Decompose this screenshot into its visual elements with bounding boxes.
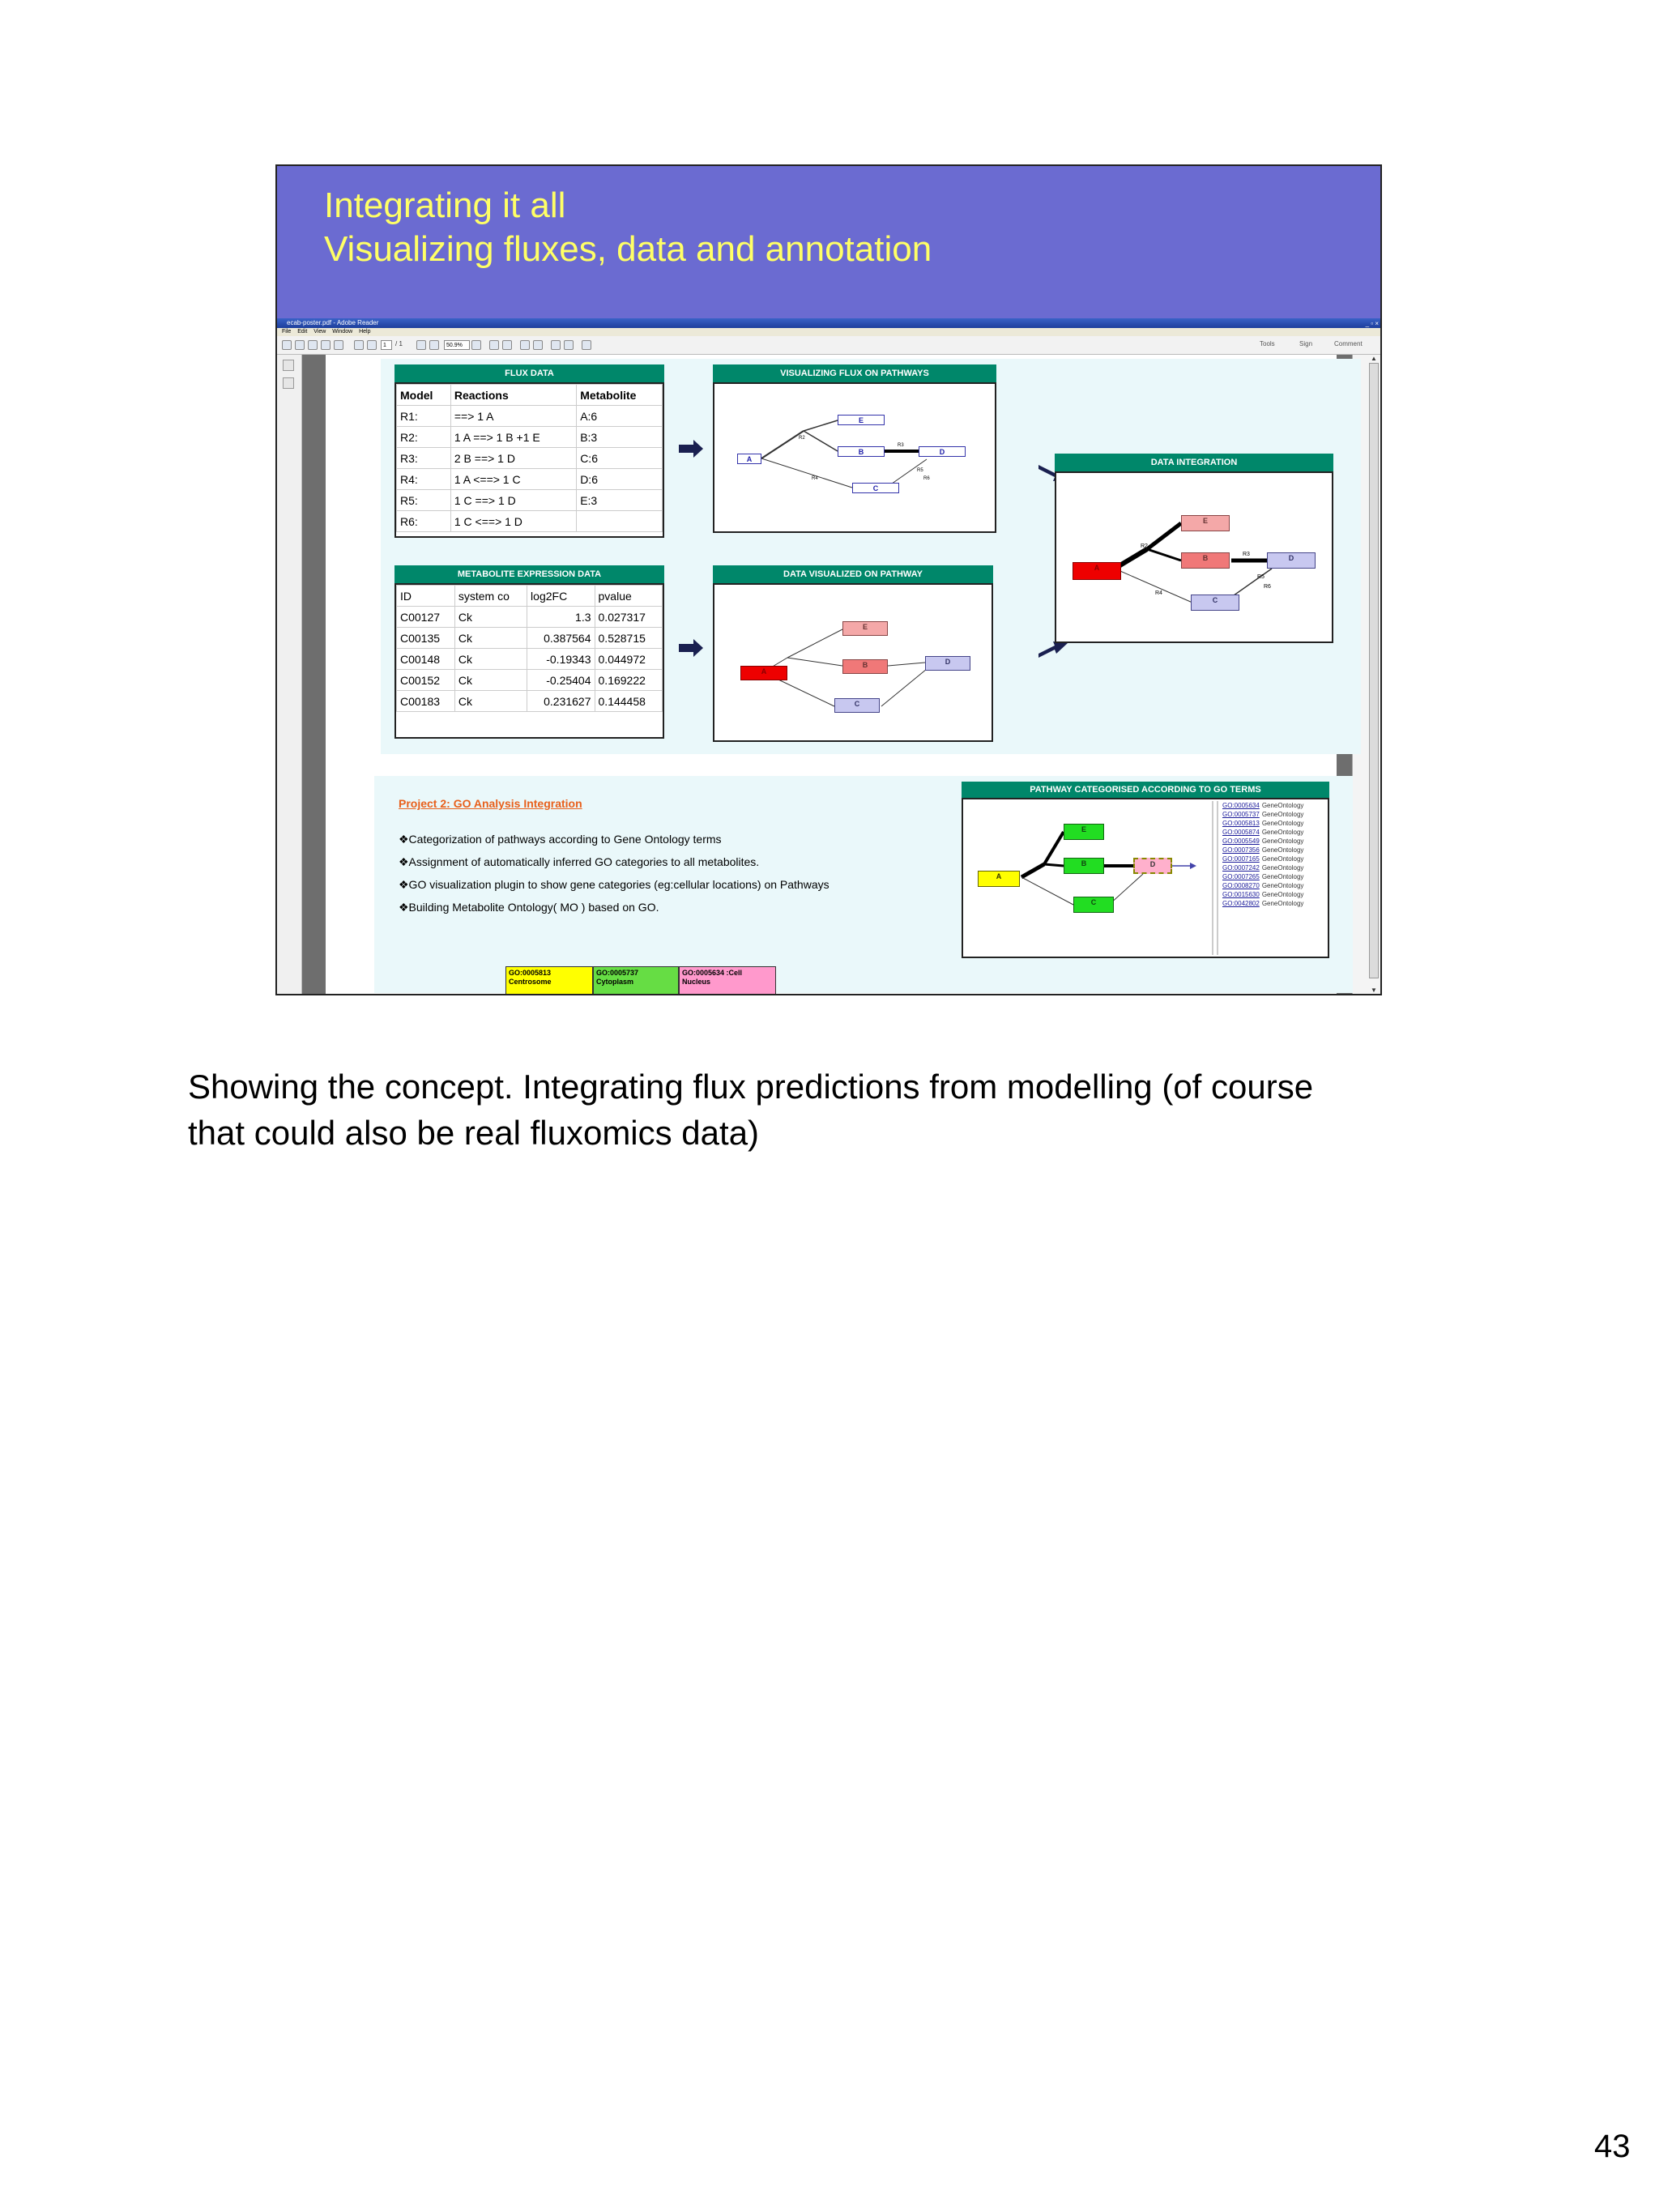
page-total: / 1 xyxy=(395,340,403,347)
node-b-go: B xyxy=(1064,858,1104,874)
node-e-integrated: E xyxy=(1181,515,1230,531)
node-b: B xyxy=(838,446,885,457)
go-link[interactable]: GO:0005813 xyxy=(1222,820,1260,827)
list-item[interactable] xyxy=(1222,837,1303,846)
table-row xyxy=(397,649,663,670)
cell: 1 A ==> 1 B +1 E xyxy=(450,427,576,448)
cell: -0.25404 xyxy=(527,670,595,691)
edge-label-r6: R6 xyxy=(923,476,930,481)
scroll-down-icon[interactable]: ▼ xyxy=(1371,987,1377,994)
bullet-3: ❖GO visualization plugin to show gene categories (eg:cellular locations) on Pathways xyxy=(399,878,830,891)
email-icon[interactable] xyxy=(334,340,343,350)
read-mode-icon[interactable] xyxy=(520,340,530,350)
list-item[interactable] xyxy=(1222,846,1303,855)
go-term-list xyxy=(1222,801,1303,908)
go-source: GeneOntology xyxy=(1261,882,1304,889)
zoom-dropdown-icon[interactable] xyxy=(471,340,481,350)
go-source: GeneOntology xyxy=(1261,820,1304,827)
pages-icon[interactable] xyxy=(283,360,294,371)
node-d: D xyxy=(919,446,966,457)
cell: 1 A <==> 1 C xyxy=(450,469,576,490)
node-c-expr: C xyxy=(834,698,880,713)
go-source: GeneOntology xyxy=(1261,873,1304,880)
navigation-pane xyxy=(277,355,302,995)
flux-col-metabolite: Metabolite xyxy=(577,385,663,406)
edge-label-r2: R2 xyxy=(1141,543,1148,549)
go-source: GeneOntology xyxy=(1261,855,1304,863)
flux-data-header: FLUX DATA xyxy=(394,364,664,382)
go-source: GeneOntology xyxy=(1261,837,1304,845)
go-legend-cytoplasm xyxy=(593,966,679,995)
list-item[interactable] xyxy=(1222,855,1303,863)
data-vis-panel xyxy=(713,583,993,742)
scroll-up-icon[interactable]: ▲ xyxy=(1371,355,1377,362)
cell: 0.387564 xyxy=(527,628,595,649)
flux-col-model: Model xyxy=(397,385,451,406)
cell: R3: xyxy=(397,448,451,469)
go-link[interactable]: GO:0005874 xyxy=(1222,829,1260,836)
cell: 0.144458 xyxy=(595,691,662,712)
list-item[interactable] xyxy=(1222,801,1303,810)
bullet-4: ❖Building Metabolite Ontology( MO ) based on GO. xyxy=(399,901,659,914)
cell: C00148 xyxy=(397,649,455,670)
vis-flux-header: VISUALIZING FLUX ON PATHWAYS xyxy=(713,364,996,382)
cell: ==> 1 A xyxy=(450,406,576,427)
go-legend-id: GO:0005634 :Cell xyxy=(682,969,743,977)
cell: R6: xyxy=(397,511,451,532)
node-d-go: D xyxy=(1133,858,1172,874)
edge-label-r3: R3 xyxy=(898,443,904,448)
list-item[interactable] xyxy=(1222,810,1303,819)
cell: C00127 xyxy=(397,607,455,628)
node-e: E xyxy=(838,415,885,425)
comment-icon[interactable] xyxy=(551,340,561,350)
cell: 0.528715 xyxy=(595,628,662,649)
cell: 1 C <==> 1 D xyxy=(450,511,576,532)
cell: -0.19343 xyxy=(527,649,595,670)
fit-page-icon[interactable] xyxy=(489,340,499,350)
list-item[interactable] xyxy=(1222,899,1303,908)
flux-col-reactions: Reactions xyxy=(450,385,576,406)
cell: Ck xyxy=(454,691,527,712)
expr-col-log2fc: log2FC xyxy=(527,586,595,607)
node-a: A xyxy=(737,454,761,464)
cell: 1 C ==> 1 D xyxy=(450,490,576,511)
open-icon[interactable] xyxy=(295,340,305,350)
cell: 0.231627 xyxy=(527,691,595,712)
go-legend-centrosome xyxy=(505,966,593,995)
bullet-1: ❖Categorization of pathways according to Gene Ontology terms xyxy=(399,833,722,846)
cell: Ck xyxy=(454,670,527,691)
cell: B:3 xyxy=(577,427,663,448)
node-b-integrated: B xyxy=(1181,552,1230,569)
cell: R4: xyxy=(397,469,451,490)
slide-title-line2: Visualizing fluxes, data and annotation xyxy=(324,229,932,269)
go-link[interactable]: GO:0007165 xyxy=(1222,855,1260,863)
edge-label-r5: R5 xyxy=(917,468,923,473)
go-source: GeneOntology xyxy=(1261,864,1304,872)
go-link[interactable]: GO:0005549 xyxy=(1222,837,1260,845)
menu-window[interactable]: Window xyxy=(332,329,353,335)
list-item[interactable] xyxy=(1222,863,1303,872)
reader-title: ecab-poster.pdf - Adobe Reader xyxy=(287,319,379,326)
menu-edit[interactable]: Edit xyxy=(297,329,308,335)
go-source: GeneOntology xyxy=(1261,802,1304,809)
reader-menubar xyxy=(277,328,1380,336)
expr-col-pvalue: pvalue xyxy=(595,586,662,607)
fit-width-icon[interactable] xyxy=(502,340,512,350)
node-c: C xyxy=(852,483,899,493)
highlight-icon[interactable] xyxy=(564,340,574,350)
expression-table xyxy=(396,585,663,712)
cell: C00183 xyxy=(397,691,455,712)
go-legend-nucleus xyxy=(679,966,776,995)
slide xyxy=(275,164,1382,995)
slide-caption xyxy=(188,1063,1484,1156)
expr-col-system: system co xyxy=(454,586,527,607)
node-d-expr: D xyxy=(925,656,970,671)
caption-line2: that could also be real fluxomics data) xyxy=(188,1114,760,1152)
menu-file[interactable]: File xyxy=(282,329,292,335)
list-item[interactable] xyxy=(1222,828,1303,837)
cell: 0.044972 xyxy=(595,649,662,670)
flux-data-table-box xyxy=(394,382,664,538)
edge-label-r6: R6 xyxy=(1264,584,1271,590)
slide-title-line1: Integrating it all xyxy=(324,185,566,225)
arrow-right-icon xyxy=(679,644,693,652)
cell: Ck xyxy=(454,607,527,628)
list-item[interactable] xyxy=(1222,872,1303,881)
cell: D:6 xyxy=(577,469,663,490)
bullet-2: ❖Assignment of automatically inferred GO categories to all metabolites. xyxy=(399,855,760,868)
window-controls[interactable]: _ ▫ × xyxy=(1365,320,1379,327)
cell: Ck xyxy=(454,628,527,649)
pdf-page xyxy=(326,355,1337,995)
table-row xyxy=(397,490,663,511)
project2-title[interactable]: Project 2: GO Analysis Integration xyxy=(399,797,582,810)
cell xyxy=(577,511,663,532)
expression-data-header: METABOLITE EXPRESSION DATA xyxy=(394,565,664,583)
go-legend-name: Nucleus xyxy=(682,978,711,986)
node-a-go: A xyxy=(978,871,1020,887)
menu-view[interactable]: View xyxy=(313,329,326,335)
cell: R1: xyxy=(397,406,451,427)
caption-line1: Showing the concept. Integrating flux predictions from modelling (of course xyxy=(188,1068,1314,1106)
arrow-right-icon xyxy=(679,445,693,453)
scroll-thumb[interactable] xyxy=(1369,363,1379,978)
slide-header xyxy=(277,166,1380,318)
cell: 2 B ==> 1 D xyxy=(450,448,576,469)
integration-header: DATA INTEGRATION xyxy=(1055,454,1333,471)
edge-label-r3: R3 xyxy=(1243,552,1250,557)
zoom-input[interactable]: 50.9% xyxy=(444,340,470,350)
page-number: 43 xyxy=(1594,2129,1631,2164)
pathway-go-panel xyxy=(962,798,1329,958)
vis-flux-panel xyxy=(713,382,996,533)
go-legend-name: Cytoplasm xyxy=(596,978,634,986)
pathway-go-header: PATHWAY CATEGORISED ACCORDING TO GO TERMS xyxy=(962,782,1329,798)
node-b-expr: B xyxy=(842,659,888,674)
zoom-out-icon[interactable] xyxy=(416,340,426,350)
table-row xyxy=(397,607,663,628)
cell: 0.169222 xyxy=(595,670,662,691)
node-a-integrated: A xyxy=(1073,562,1121,580)
go-link[interactable]: GO:0007242 xyxy=(1222,864,1260,872)
reader-title-bar xyxy=(277,318,1380,328)
edge-label-r4: R4 xyxy=(812,476,818,481)
cell: 1.3 xyxy=(527,607,595,628)
select-icon[interactable] xyxy=(533,340,543,350)
comment-button[interactable]: Comment xyxy=(1334,340,1363,347)
list-item[interactable] xyxy=(1222,881,1303,890)
page-number-input[interactable]: 1 xyxy=(381,340,392,350)
go-link[interactable]: GO:0042802 xyxy=(1222,900,1260,907)
data-vis-header: DATA VISUALIZED ON PATHWAY xyxy=(713,565,993,583)
go-legend-name: Centrosome xyxy=(509,978,552,986)
go-link[interactable]: GO:0005737 xyxy=(1222,811,1260,818)
menu-help[interactable]: Help xyxy=(359,329,371,335)
expr-col-id: ID xyxy=(397,586,455,607)
cell: 0.027317 xyxy=(595,607,662,628)
go-source: GeneOntology xyxy=(1261,846,1304,854)
print-icon[interactable] xyxy=(321,340,331,350)
node-c-go: C xyxy=(1073,897,1114,913)
go-link[interactable]: GO:0005634 xyxy=(1222,802,1260,809)
reader-toolbar xyxy=(277,336,1380,355)
table-row xyxy=(397,691,663,712)
node-a-expr: A xyxy=(740,666,787,680)
sign-button[interactable]: Sign xyxy=(1299,340,1313,347)
go-source: GeneOntology xyxy=(1261,829,1304,836)
cell: A:6 xyxy=(577,406,663,427)
go-link[interactable]: GO:0015630 xyxy=(1222,891,1260,898)
create-icon[interactable] xyxy=(282,340,292,350)
expression-table-box xyxy=(394,583,664,739)
go-source: GeneOntology xyxy=(1261,900,1304,907)
tools-button[interactable]: Tools xyxy=(1260,340,1275,347)
cell: R2: xyxy=(397,427,451,448)
flux-data-table xyxy=(396,384,663,532)
next-page-icon[interactable] xyxy=(367,340,377,350)
go-source: GeneOntology xyxy=(1261,891,1304,898)
edge-label-r2: R2 xyxy=(799,436,805,441)
cell: R5: xyxy=(397,490,451,511)
zoom-in-icon[interactable] xyxy=(429,340,439,350)
table-row xyxy=(397,427,663,448)
table-row xyxy=(397,511,663,532)
list-item[interactable] xyxy=(1222,819,1303,828)
list-item[interactable] xyxy=(1222,890,1303,899)
cell: C00135 xyxy=(397,628,455,649)
node-e-go: E xyxy=(1064,824,1104,840)
node-e-expr: E xyxy=(842,621,888,636)
edit-icon[interactable] xyxy=(308,340,318,350)
integration-panel xyxy=(1055,471,1333,643)
expand-icon[interactable] xyxy=(582,340,591,350)
cell: E:3 xyxy=(577,490,663,511)
go-source: GeneOntology xyxy=(1261,811,1304,818)
go-legend-id: GO:0005737 xyxy=(596,969,639,977)
table-row xyxy=(397,670,663,691)
node-d-integrated: D xyxy=(1267,552,1316,569)
edge-label-r5: R5 xyxy=(1257,574,1265,580)
attachments-icon[interactable] xyxy=(283,377,294,389)
prev-page-icon[interactable] xyxy=(354,340,364,350)
table-row xyxy=(397,406,663,427)
cell: C00152 xyxy=(397,670,455,691)
edge-label-r4: R4 xyxy=(1155,590,1162,596)
table-row xyxy=(397,448,663,469)
cell: Ck xyxy=(454,649,527,670)
cell: C:6 xyxy=(577,448,663,469)
table-row xyxy=(397,628,663,649)
node-c-integrated: C xyxy=(1191,595,1239,611)
go-link[interactable]: GO:0008270 xyxy=(1222,882,1260,889)
go-link[interactable]: GO:0007356 xyxy=(1222,846,1260,854)
go-legend-id: GO:0005813 xyxy=(509,969,552,977)
go-link[interactable]: GO:0007265 xyxy=(1222,873,1260,880)
table-row xyxy=(397,469,663,490)
